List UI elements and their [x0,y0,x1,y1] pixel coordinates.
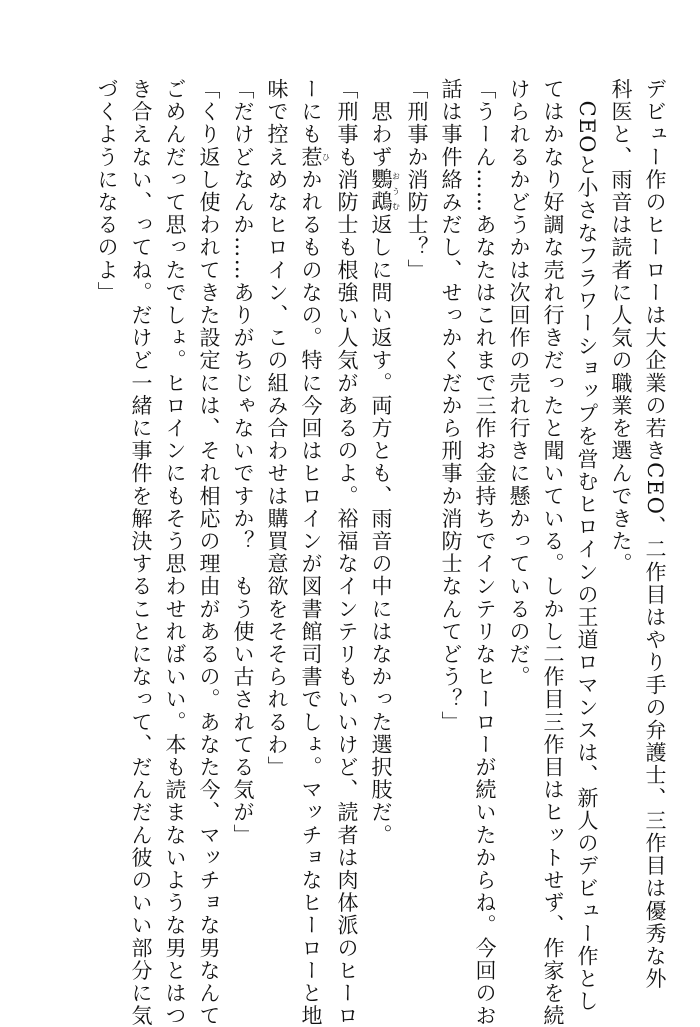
text-line: 話は事件絡みだし、せっかくだから刑事か消防士なんてどう？」 [439,78,463,734]
ruby-word: 惹ひ [299,145,331,169]
text-line: 「くり返し使われてきた設定には、それ相応の理由があるの。あなた今、マッチョな男なんて [197,78,221,1027]
vertical-text-body [90,78,672,1027]
text-line: づくようになるのよ」 [95,78,119,304]
text-line: けられるかどうかは次回作の売れ行きに懸かっているのだ。 [507,78,531,689]
text-line: ーにも惹ひかれるものなの。特に今回はヒロインが図書館司書でしょ。マッチョなヒーローと地 [299,78,331,1027]
text-line: 「うーん……あなたはこれまで三作お金持ちでインテリなヒーローが続いたからね。今回のお [473,78,497,1027]
text-line: てはかなり好調な売れ行きだったと聞いている。しかし二作目三作目はヒットせず、作家を続 [541,78,565,1027]
ruby-word: 鸚鵡おうむ [369,168,401,214]
text-line: 思わず鸚鵡おうむ返しに問い返す。両方とも、雨音の中にはなかった選択肢だ。 [369,78,401,847]
text-line: 「刑事も消防士も根強い人気があるのよ。裕福なインテリもいいけど、読者は肉体派のヒーロ [335,78,359,1027]
text-line: 「だけどなんか……ありがちじゃないですか？ もう使い古されてる気が」 [231,78,255,847]
text-line: き合えない、ってね。だけど一緒に事件を解決することになって、だんだん彼のいい部分に気 [129,78,153,1027]
text-line: CEOと小さなフラワーショップを営むヒロインの王道ロマンスは、新人のデビュー作とし [575,78,599,1013]
text-line: 科医と、雨音は読者に人気の職業を選んできた。 [609,78,633,576]
text-line: ごめんだって思ったでしょ。ヒロインにもそう思わせればいい。本も読まないような男とはつ [163,78,187,1027]
text-line: デビュー作のヒーローは大企業の若きCEO、二作目はやり手の弁護士、三作目は優秀な外 [643,78,667,991]
text-line: 「刑事か消防士？」 [405,78,429,282]
text-line: 味で控えめなヒロイン、この組み合わせは購買意欲をそそられるわ」 [265,78,289,779]
